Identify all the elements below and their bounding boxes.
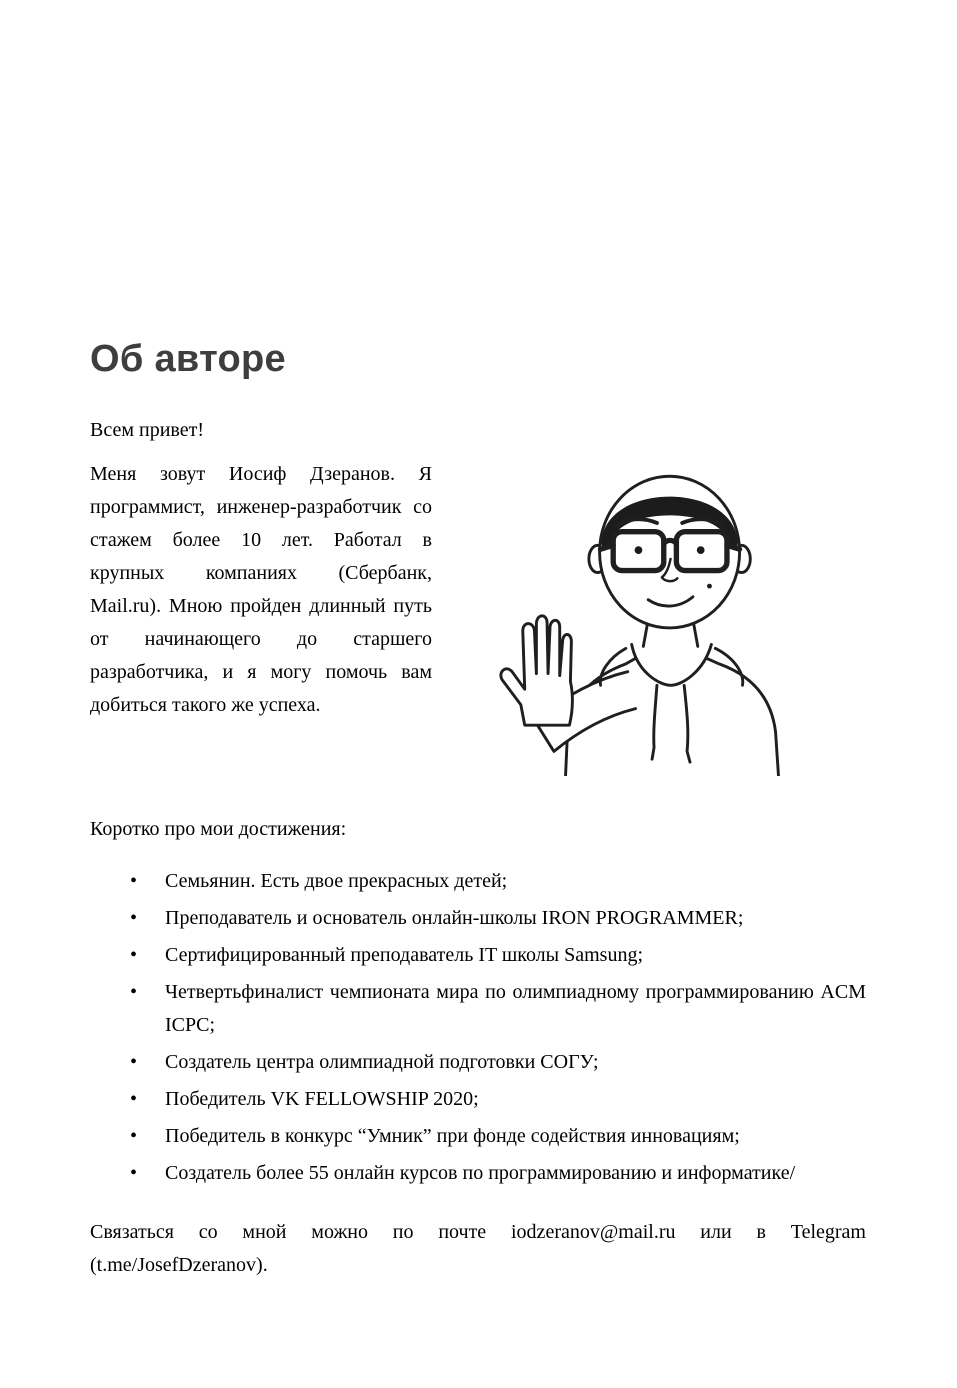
eye-right: [697, 546, 705, 554]
author-illustration: [480, 440, 830, 776]
achievements-heading: Коротко про мои достижения:: [90, 818, 347, 840]
achievement-item: • Создатель более 55 онлайн курсов по программированию и информатике/: [90, 1157, 866, 1190]
achievement-item: • Семьянин. Есть двое прекрасных детей;: [90, 865, 866, 898]
greeting-text: Всем привет!: [90, 419, 205, 441]
mole: [707, 584, 712, 589]
achievement-item: • Создатель центра олимпиадной подготовки СОГУ;: [90, 1046, 866, 1079]
eye-left: [635, 546, 643, 554]
waving-hand: [501, 616, 573, 725]
achievement-item: • Победитель VK FELLOWSHIP 2020;: [90, 1083, 866, 1116]
page-title: Об авторе: [90, 338, 286, 380]
author-portrait-icon: [480, 440, 830, 776]
intro-section: [90, 458, 866, 776]
achievement-item: • Преподаватель и основатель онлайн-школы IRON PROGRAMMER;: [90, 902, 866, 935]
achievement-item: • Четвертьфиналист чемпионата мира по олимпиадному программированию ACM ICPC;: [90, 976, 866, 1042]
achievement-item: • Победитель в конкурс “Умник” при фонде содействия инновациям;: [90, 1120, 866, 1153]
contact-paragraph: Связаться со мной можно по почте iodzeranov@mail.ru или в Telegram (t.me/JosefDzeranov).: [90, 1221, 866, 1276]
intro-paragraph: Меня зовут Иосиф Дзеранов. Я программист, инженер-разработчик со стажем более 10 лет. Работал в крупных компаниях (Сбербанк, Mail.ru). Мною пройден длинный путь от начинающего до старшего разработчика, и я могу помочь вам добиться такого же успеха.: [90, 463, 432, 716]
achievements-list: [90, 865, 866, 1190]
achievement-item: • Сертифицированный преподаватель IT школы Samsung;: [90, 939, 866, 972]
